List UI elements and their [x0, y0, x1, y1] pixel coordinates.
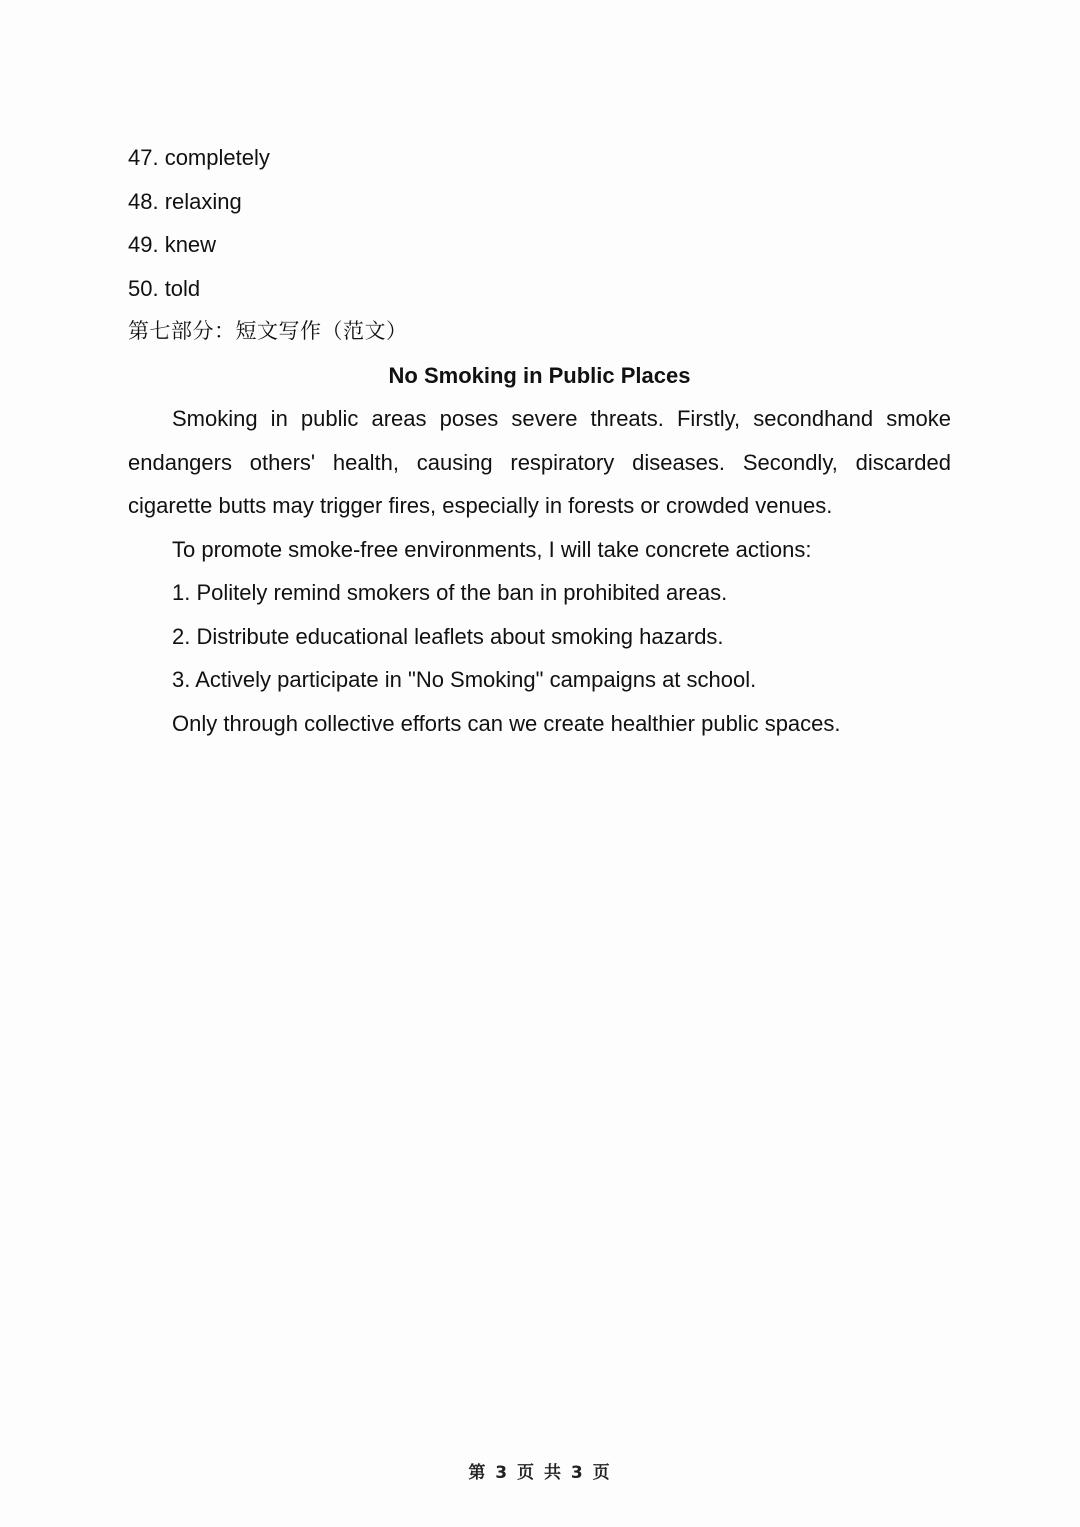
page-content [128, 136, 951, 745]
essay-title: No Smoking in Public Places [388, 362, 691, 388]
answer-item: 48. relaxing [128, 188, 242, 214]
essay-action-item: 2. Distribute educational leaflets about smoking hazards. [172, 623, 724, 649]
page-number-footer: 第 3 页 共 3 页 [468, 1463, 612, 1483]
essay-actions-intro: To promote smoke-free environments, I will take concrete actions: [172, 536, 812, 562]
answer-item: 49. knew [128, 232, 217, 257]
answer-item: 50. told [128, 275, 201, 301]
section-heading: 第七部分：短文写作（范文） [128, 319, 408, 343]
essay-action-item: 3. Actively participate in "No Smoking" campaigns at school. [172, 667, 757, 692]
essay-paragraph: Smoking in public areas poses severe threats. Firstly, secondhand smoke endangers others' health, causing respiratory diseases. Secondly, discarded cigarette butts may trigger fires, especially in forests or crowded venues. [128, 406, 951, 518]
essay-action-item: 1. Politely remind smokers of the ban in prohibited areas. [172, 580, 728, 605]
essay-conclusion: Only through collective efforts can we create healthier public spaces. [172, 710, 841, 736]
answer-item: 47. completely [128, 145, 270, 170]
